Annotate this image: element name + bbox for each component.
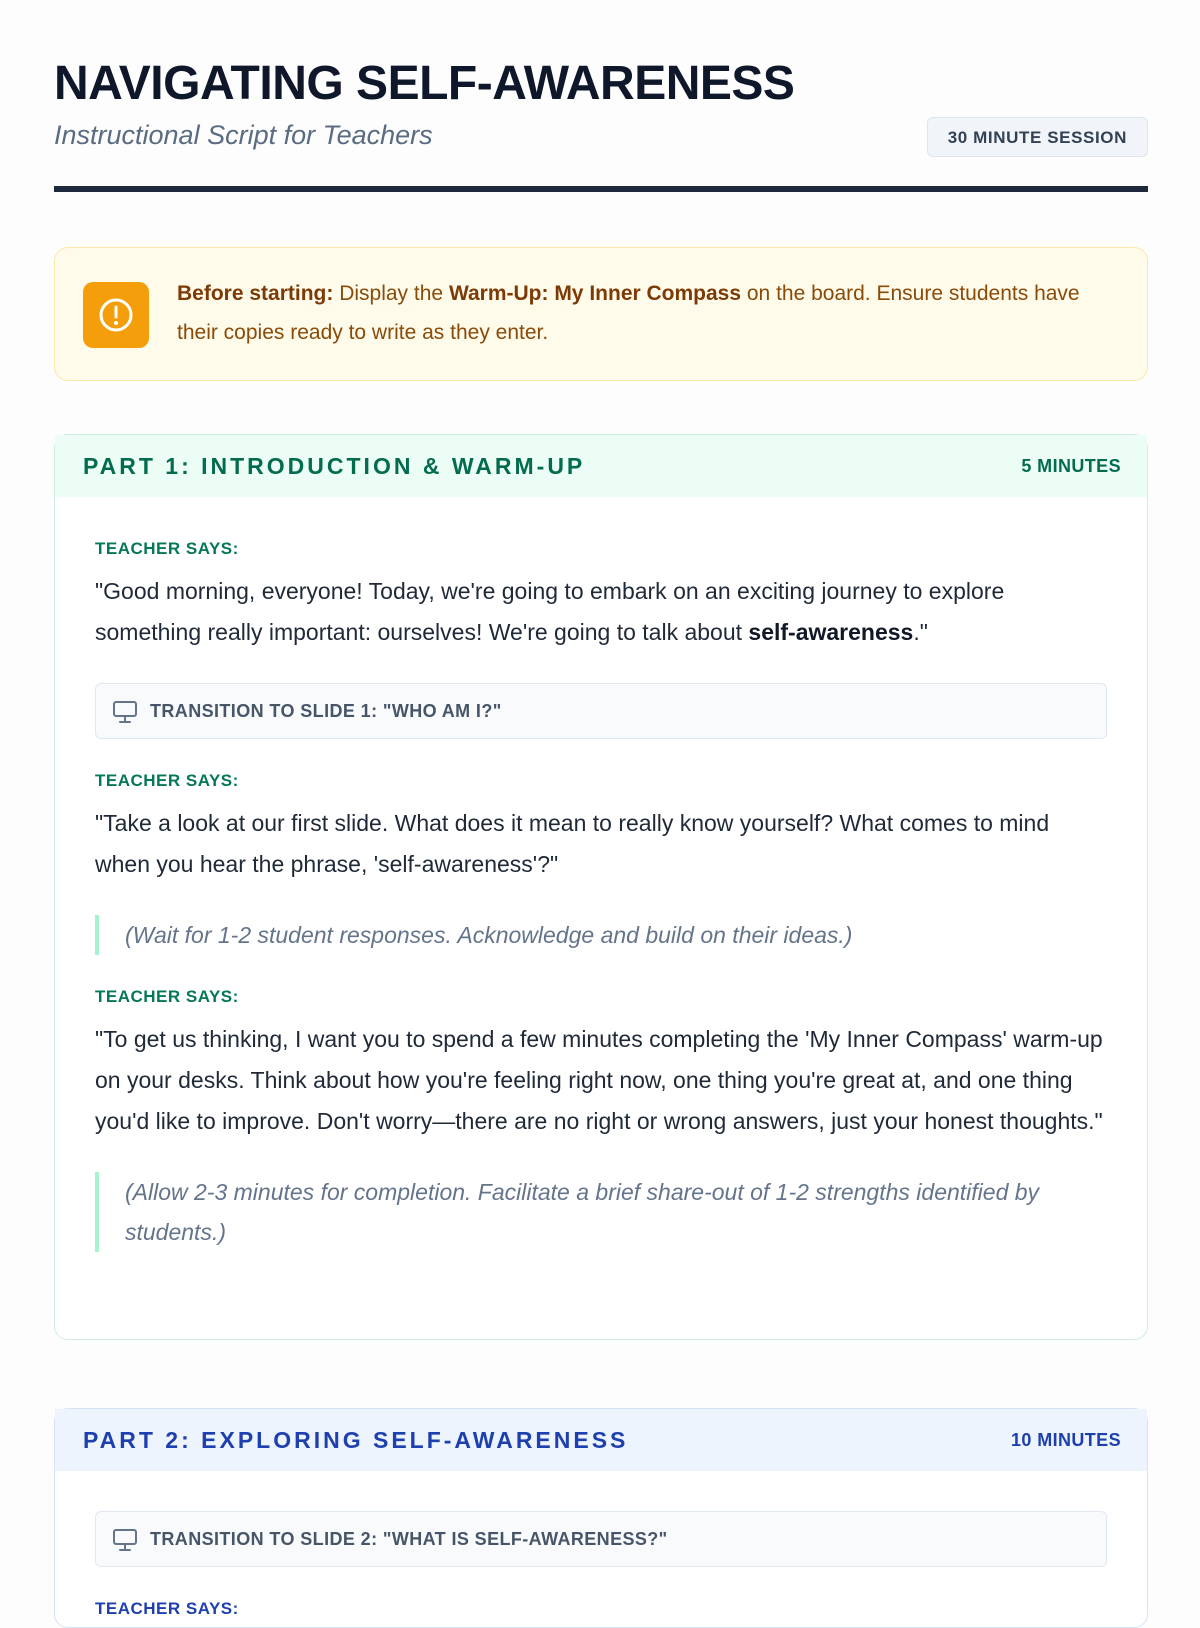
header-divider: [54, 186, 1148, 192]
alert-text-part-2: on the board. Ensure students have their copies ready to write as they enter.: [177, 282, 1080, 344]
alert-text-part-1: Display the: [339, 282, 444, 305]
teacher-says-label: TEACHER SAYS:: [95, 539, 239, 558]
part-1-title: PART 1: INTRODUCTION & WARM-UP: [83, 453, 586, 479]
monitor-icon: [112, 700, 138, 724]
alert-lead: Before starting:: [177, 282, 334, 305]
teacher-quote: [95, 571, 1107, 653]
page-subtitle: Instructional Script for Teachers: [54, 120, 433, 150]
teacher-direction: (Allow 2-3 minutes for completion. Facilitate a brief share-out of 1-2 strengths identified by students.): [95, 1172, 1107, 1252]
part-2-body: [55, 1471, 1147, 1621]
alert-circle-icon: [83, 282, 149, 348]
quote-text: "Good morning, everyone! Today, we're going to embark on an exciting journey to explore something really important: ourselves! We're going to talk about: [95, 578, 1005, 645]
session-duration-badge: 30 MINUTE SESSION: [927, 117, 1148, 157]
part-1-duration: 5 MINUTES: [1021, 456, 1121, 476]
part-1-body: [55, 497, 1147, 1252]
part-1-section: [54, 434, 1148, 1340]
monitor-icon: [112, 1528, 138, 1552]
alert-text: [177, 274, 1123, 352]
teacher-quote: "Take a look at our first slide. What does it mean to really know yourself? What comes to mind when you hear the phrase, 'self-awareness'?": [95, 810, 1050, 877]
part-2-header: [55, 1409, 1147, 1471]
teacher-says-label: TEACHER SAYS:: [95, 771, 239, 790]
quote-text-end: .": [913, 619, 928, 645]
transition-text: TRANSITION TO SLIDE 2: "WHAT IS SELF-AWARENESS?": [150, 1529, 668, 1549]
part-2-duration: 10 MINUTES: [1010, 1430, 1121, 1450]
transition-text: TRANSITION TO SLIDE 1: "WHO AM I?": [150, 701, 502, 721]
teacher-says-label: TEACHER SAYS:: [95, 1599, 239, 1618]
before-starting-alert: [54, 247, 1148, 381]
part-2-title: PART 2: EXPLORING SELF-AWARENESS: [83, 1427, 629, 1453]
teacher-quote: "To get us thinking, I want you to spend a few minutes completing the 'My Inner Compass' warm-up on your desks. Think about how you're feeling right now, one thing you're great at, and one thing you'd like to improve. Don't worry—there are no right or wrong answers, just your honest thoughts.": [95, 1026, 1103, 1134]
page-title: NAVIGATING SELF-AWARENESS: [54, 57, 795, 110]
teacher-direction: (Wait for 1-2 student responses. Acknowledge and build on their ideas.): [95, 915, 1107, 955]
slide-transition-cue: [95, 683, 1107, 739]
quote-emphasis: self-awareness: [748, 619, 914, 645]
part-1-header: [55, 435, 1147, 497]
alert-highlight: Warm-Up: My Inner Compass: [448, 282, 742, 305]
part-2-section: [54, 1408, 1148, 1628]
teacher-says-label: TEACHER SAYS:: [95, 987, 239, 1006]
slide-transition-cue: [95, 1511, 1107, 1567]
